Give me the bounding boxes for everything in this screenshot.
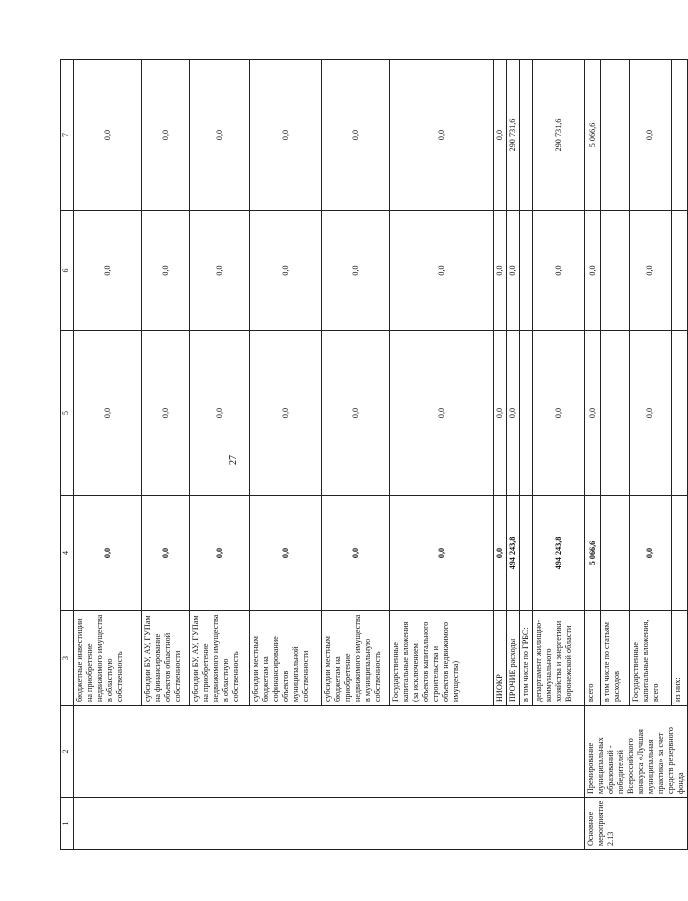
value-col4: 5 066,6 <box>585 496 601 611</box>
row-label: в том числе по статьям расходов <box>601 611 630 706</box>
row-label: субсидии местным бюджетам на приобретение недвижимого имущества в муниципальную собственность <box>322 611 390 706</box>
value-col7: 0,0 <box>74 60 142 211</box>
value-col7: 0,0 <box>190 60 250 211</box>
value-col4: 0,0 <box>74 496 142 611</box>
value-col7: 290 731,6 <box>507 60 520 211</box>
value-col5: 0,0 <box>585 331 601 496</box>
row-label: департамент жилищно-коммунального хозяйства и энергетики Воронежской области <box>533 611 585 706</box>
row-label: субсидии БУ, АУ, ГУПам на финансирование объектов областной собственности <box>142 611 190 706</box>
value-col6: 0,0 <box>507 211 520 331</box>
value-col4 <box>520 496 533 611</box>
value-col4: 0,0 <box>494 496 507 611</box>
value-col4: 494 243,8 <box>533 496 585 611</box>
value-col6 <box>671 211 687 331</box>
row-label: субсидии местным бюджетам на софинансирование объектов муниципальной собственности <box>250 611 322 706</box>
header-cell-2: 2 <box>61 706 74 798</box>
value-col5: 0,0 <box>494 331 507 496</box>
value-col5: 0,0 <box>390 331 494 496</box>
value-col4: 0,0 <box>322 496 390 611</box>
value-col6: 0,0 <box>494 211 507 331</box>
value-col6: 0,0 <box>533 211 585 331</box>
value-col5 <box>601 331 630 496</box>
header-cell-5: 5 <box>61 331 74 496</box>
value-col7: 0,0 <box>142 60 190 211</box>
value-col7: 0,0 <box>390 60 494 211</box>
table-row <box>585 60 601 850</box>
value-col6: 0,0 <box>390 211 494 331</box>
value-col4: 0,0 <box>630 496 671 611</box>
value-col6 <box>601 211 630 331</box>
budget-table <box>60 59 688 850</box>
value-col4: 0,0 <box>390 496 494 611</box>
value-col5: 0,0 <box>74 331 142 496</box>
header-cell-4: 4 <box>61 496 74 611</box>
value-col5 <box>671 331 687 496</box>
value-col6: 0,0 <box>630 211 671 331</box>
value-col5: 0,0 <box>190 331 250 496</box>
value-col7: 290 731,6 <box>533 60 585 211</box>
row-label: НИОКР <box>494 611 507 706</box>
value-col6: 0,0 <box>142 211 190 331</box>
measure-title: Премирование муниципальных образований - победителей Всероссийского конкурса «Лучшая муниципальная практика» за счет средств резервного фонда <box>585 706 688 798</box>
row-label: Государственные капитальные вложения, всего <box>630 611 671 706</box>
table-row <box>74 60 142 850</box>
value-col7: 5 066,6 <box>585 60 601 211</box>
value-col5: 0,0 <box>507 331 520 496</box>
value-col7: 0,0 <box>630 60 671 211</box>
value-col4 <box>671 496 687 611</box>
value-col5: 0,0 <box>533 331 585 496</box>
value-col4: 494 243,8 <box>507 496 520 611</box>
measure-name: Основное мероприятие 2.13 <box>585 798 688 850</box>
value-col5: 0,0 <box>142 331 190 496</box>
value-col7: 0,0 <box>322 60 390 211</box>
value-col5 <box>520 331 533 496</box>
value-col5: 0,0 <box>322 331 390 496</box>
value-col6: 0,0 <box>585 211 601 331</box>
value-col7 <box>601 60 630 211</box>
value-col7 <box>671 60 687 211</box>
value-col6: 0,0 <box>250 211 322 331</box>
row-label: субсидии БУ, АУ, ГУПам на приобретение недвижимого имущества в областную собственность <box>190 611 250 706</box>
header-row <box>61 60 74 850</box>
row-label: Государственные капитальные вложения (за исключением объектов капитального строительства и объектов недвижимого имущества) <box>390 611 494 706</box>
rotated-page <box>60 60 685 850</box>
value-col4: 0,0 <box>250 496 322 611</box>
header-cell-7: 7 <box>61 60 74 211</box>
value-col6: 0,0 <box>74 211 142 331</box>
page-number: 27 <box>228 455 239 465</box>
value-col7 <box>520 60 533 211</box>
row-label: в том числе по ГРБС: <box>520 611 533 706</box>
value-col5: 0,0 <box>630 331 671 496</box>
header-cell-6: 6 <box>61 211 74 331</box>
measure-cell-2 <box>74 706 585 798</box>
value-col6: 0,0 <box>190 211 250 331</box>
header-cell-1: 1 <box>61 798 74 850</box>
row-label: из них: <box>671 611 687 706</box>
value-col6: 0,0 <box>322 211 390 331</box>
header-cell-3: 3 <box>61 611 74 706</box>
value-col4: 0,0 <box>190 496 250 611</box>
row-label: всего <box>585 611 601 706</box>
row-label: бюджетные инвестиции на приобретение недвижимого имущества в областную собственность <box>74 611 142 706</box>
row-label: ПРОЧИЕ расходы <box>507 611 520 706</box>
value-col7: 0,0 <box>250 60 322 211</box>
value-col6 <box>520 211 533 331</box>
value-col7: 0,0 <box>494 60 507 211</box>
value-col5: 0,0 <box>250 331 322 496</box>
value-col4 <box>601 496 630 611</box>
value-col4: 0,0 <box>142 496 190 611</box>
measure-cell-1 <box>74 798 585 850</box>
